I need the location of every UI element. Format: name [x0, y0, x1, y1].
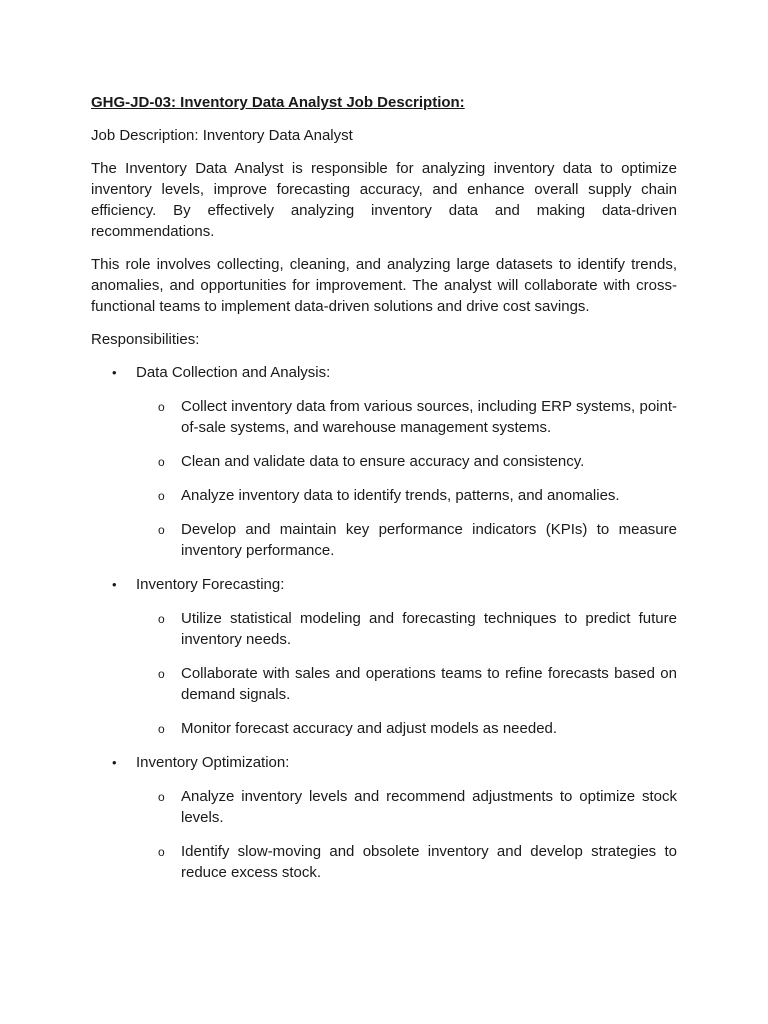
section-heading: Data Collection and Analysis: [136, 364, 331, 381]
responsibilities-heading: Responsibilities: [91, 331, 200, 348]
section-inventory-forecasting [91, 574, 677, 739]
section-heading: Inventory Optimization: [136, 754, 290, 771]
circle-bullet-icon: o [158, 845, 165, 859]
section-data-collection [91, 362, 677, 561]
circle-bullet-icon: o [158, 722, 165, 736]
circle-bullet-icon: o [158, 790, 165, 804]
responsibilities-list [91, 362, 677, 883]
list-item: o Collaborate with sales and operations teams to refine forecasts based on demand signals. [158, 665, 677, 703]
list-item: o Develop and maintain key performance indicators (KPIs) to measure inventory performance. [158, 521, 677, 559]
sub-list [136, 786, 677, 883]
section-heading: Inventory Forecasting: [136, 576, 285, 593]
document-subtitle: Job Description: Inventory Data Analyst [91, 127, 353, 144]
list-item: o Utilize statistical modeling and forecasting techniques to predict future inventory needs. [158, 610, 677, 648]
sub-list [136, 608, 677, 739]
list-item: o Clean and validate data to ensure accuracy and consistency. [181, 451, 677, 472]
list-item: o Identify slow-moving and obsolete inventory and develop strategies to reduce excess stock. [158, 843, 677, 881]
circle-bullet-icon: o [158, 612, 165, 626]
sub-list [136, 396, 677, 561]
circle-bullet-icon: o [158, 455, 165, 469]
bullet-icon: • [112, 577, 117, 592]
section-inventory-optimization [91, 752, 677, 883]
list-item: o Monitor forecast accuracy and adjust models as needed. [181, 718, 677, 739]
list-item: o Analyze inventory data to identify trends, patterns, and anomalies. [181, 485, 677, 506]
list-item: o Analyze inventory levels and recommend adjustments to optimize stock levels. [158, 788, 677, 826]
role-paragraph: This role involves collecting, cleaning, and analyzing large datasets to identify trends, anomalies, and opportunities for improvement. The analyst will collaborate with cross-functional teams to implement data-driven solutions and drive cost savings. [91, 256, 677, 315]
intro-paragraph: The Inventory Data Analyst is responsible for analyzing inventory data to optimize inventory levels, improve forecasting accuracy, and enhance overall supply chain efficiency. By effectively analyzing inventory data and making data-driven recommendations. [91, 160, 677, 240]
circle-bullet-icon: o [158, 400, 165, 414]
circle-bullet-icon: o [158, 489, 165, 503]
bullet-icon: • [112, 755, 117, 770]
document-title: GHG-JD-03: Inventory Data Analyst Job Description: [91, 94, 465, 111]
document-page [91, 92, 677, 896]
circle-bullet-icon: o [158, 523, 165, 537]
bullet-icon: • [112, 365, 117, 380]
circle-bullet-icon: o [158, 667, 165, 681]
list-item: o Collect inventory data from various sources, including ERP systems, point-of-sale systems, and warehouse management systems. [158, 398, 677, 436]
